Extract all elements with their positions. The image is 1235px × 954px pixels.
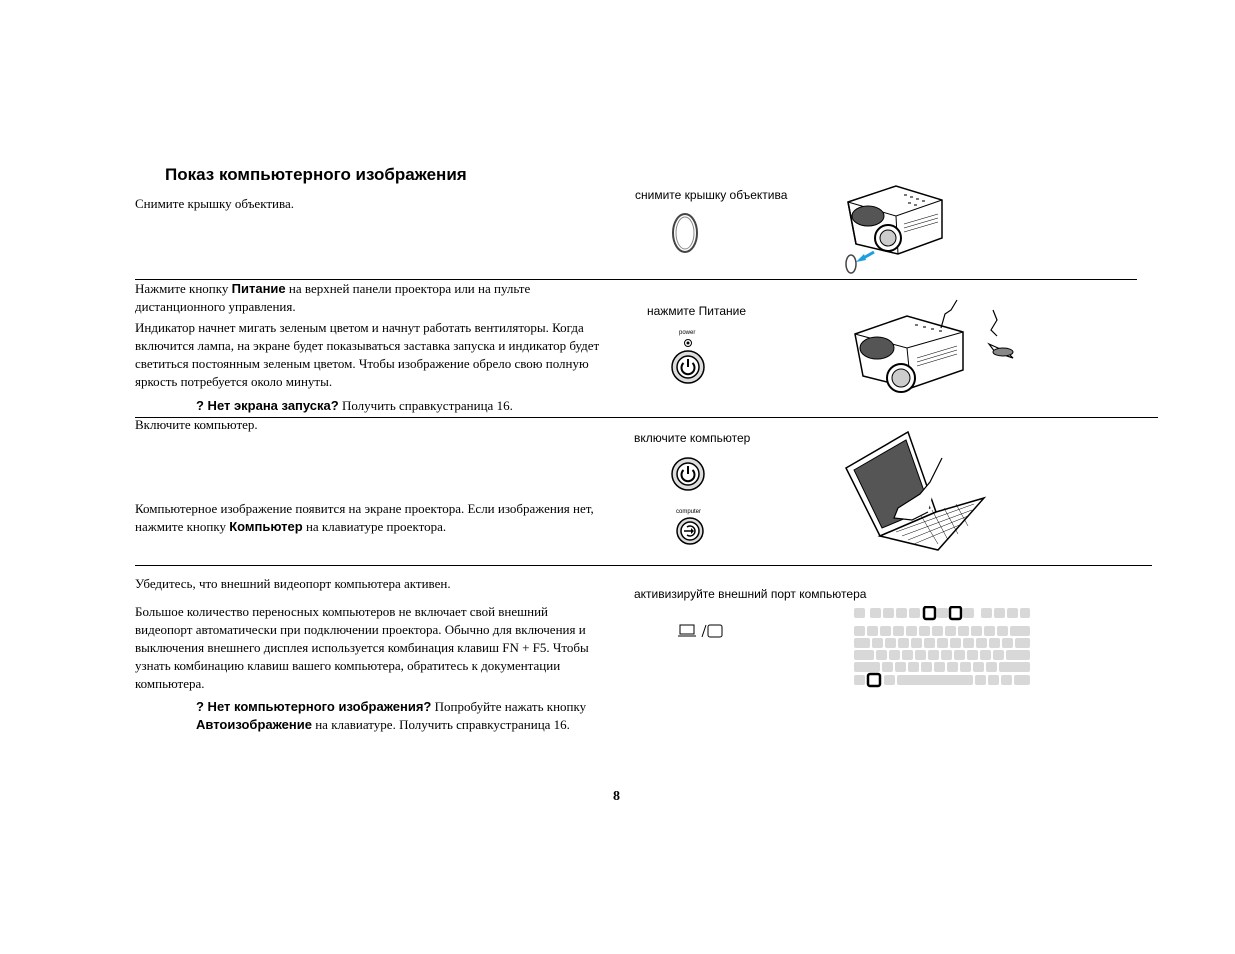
section4-caption: активизируйте внешний порт компьютера (634, 587, 867, 601)
section4-text2: Большое количество переносных компьютеров не включает свой внешний видеопорт автоматически при подключении проектора. Обычно для включения и выключения внешнего дисплея используется комбинация клавиш FN + F5. Чтобы узнать комбинацию клавиш вашего компьютера, обратитесь к документации компьютера. (135, 604, 589, 691)
section3-text2-bold: Компьютер (229, 519, 303, 534)
section3-text1: Включите компьютер. (135, 417, 258, 432)
projector-icon (845, 296, 970, 404)
section4-note (196, 698, 596, 734)
section4-note-bold2: Автоизображение (196, 717, 312, 732)
section2-text1-bold: Питание (231, 281, 286, 296)
page-number: 8 (613, 789, 620, 804)
section2-text2: Индикатор начнет мигать зеленым цветом и начнут работать вентиляторы. Когда включится лампа, на экране будет показываться заставка запуска и индикатор будет светиться постоянным зеленым цветом. Чтобы изображение обрело свою полную яркость потребуется около минуты. (135, 320, 600, 389)
hand-icon (941, 300, 957, 328)
divider-2 (135, 417, 1158, 418)
section4-note-text1: Попробуйте нажать кнопку (431, 699, 587, 714)
section2-text1 (135, 280, 605, 316)
section2-note (196, 397, 513, 415)
section4-text1: Убедитесь, что внешний видеопорт компьютера активен. (135, 576, 451, 591)
section1-caption: снимите крышку объектива (635, 188, 788, 202)
power-button-icon (670, 338, 708, 386)
section2-text1-post: на верхней панели проектора или на пульте дистанционного управления. (135, 281, 531, 314)
power-label: power (679, 330, 696, 336)
divider-3 (135, 565, 1152, 566)
power-button-icon (670, 456, 706, 492)
lens-cap-icon (668, 210, 702, 256)
section3-text2-pre: Компьютерное изображение появится на экране проектора. Если изображения нет, нажмите кнопку (135, 501, 594, 534)
monitor-toggle-icon (678, 623, 724, 639)
computer-label: computer (676, 509, 702, 515)
section2-caption: нажмите Питание (647, 304, 747, 318)
section3-text2 (135, 500, 605, 536)
page-title: Показ компьютерного изображения (165, 165, 467, 184)
section4-note-text2: на клавиатуре. Получить справкустраница 16. (311, 717, 570, 732)
section3-text2-post: на клавиатуре проектора. (302, 519, 447, 534)
computer-button-icon (676, 517, 704, 545)
section1-text: Снимите крышку объектива. (135, 196, 294, 211)
projector-icon (838, 180, 950, 276)
section3-caption: включите компьютер (634, 431, 751, 445)
keyboard-icon (853, 606, 1031, 688)
remote-icon (983, 306, 1017, 362)
section2-text1-pre: Нажмите кнопку (135, 281, 232, 296)
laptop-icon (842, 428, 988, 554)
section2-note-bold: ? Нет экрана запуска? (196, 398, 339, 413)
section4-note-bold: ? Нет компьютерного изображения? (196, 699, 432, 714)
section2-note-text: Получить справкустраница 16. (338, 398, 513, 413)
